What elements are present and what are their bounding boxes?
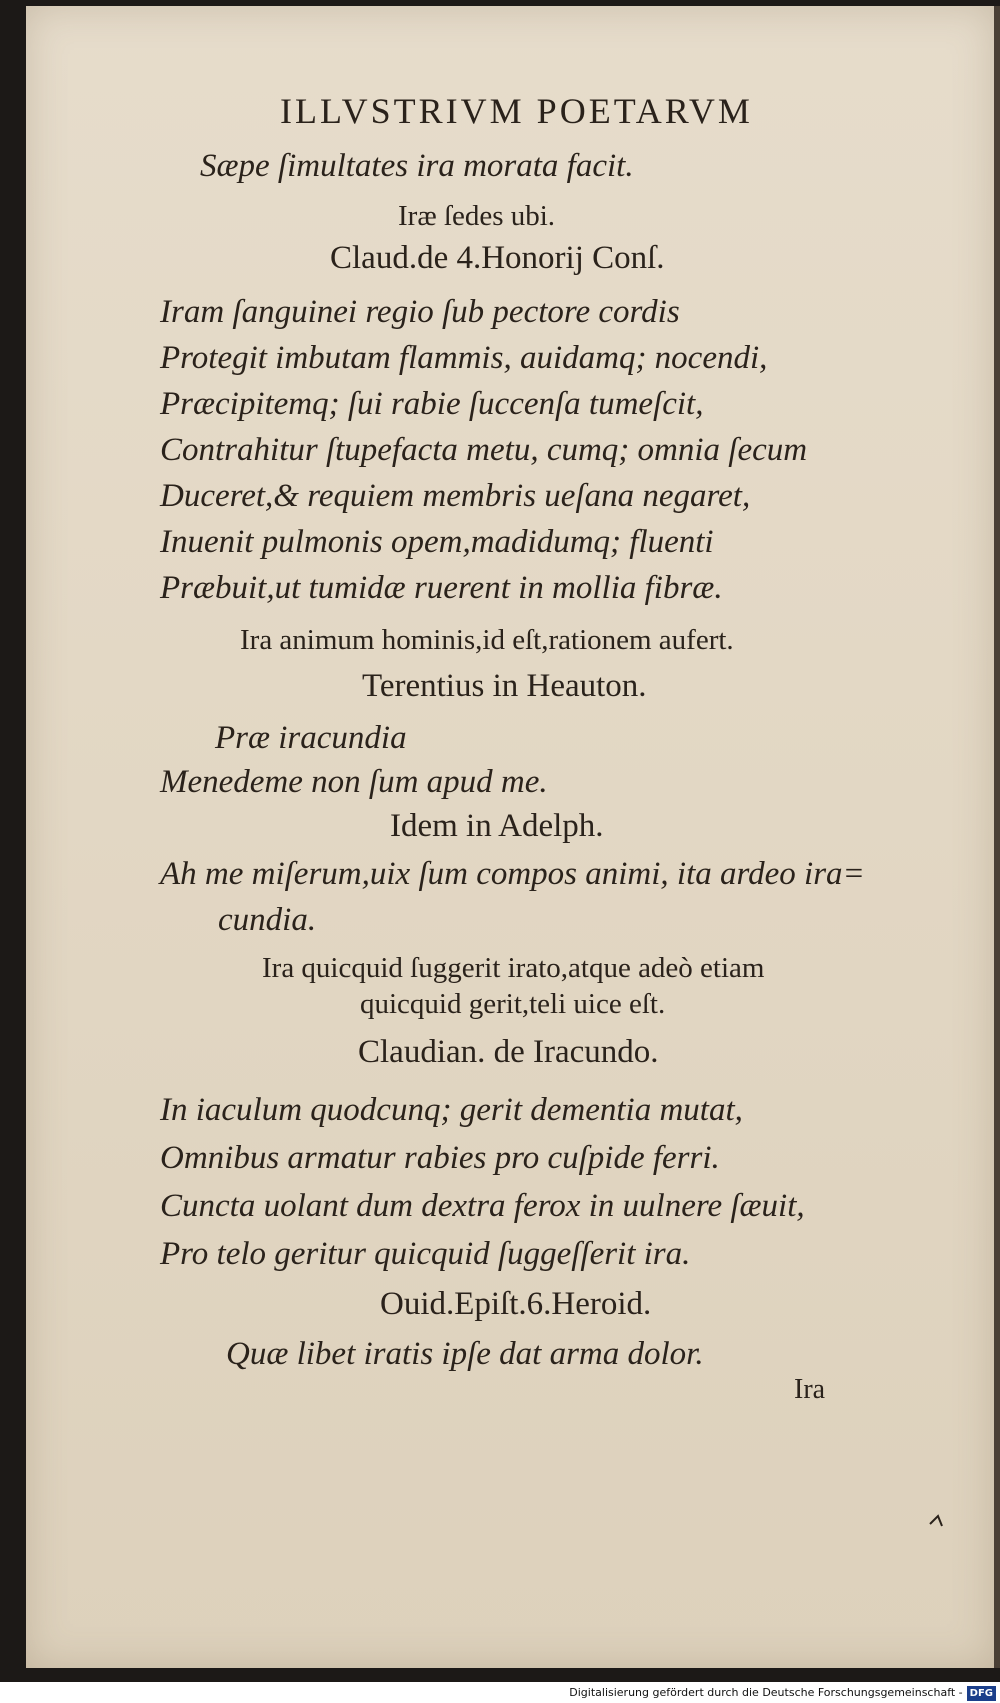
verse-line: Omnibus armatur rabies pro cuſpide ferri. xyxy=(160,1140,720,1176)
source-heading: Claudian. de Iracundo. xyxy=(358,1034,659,1070)
footer-text: Digitalisierung gefördert durch die Deutsche Forschungsgemeinschaft - xyxy=(569,1686,963,1699)
digitization-footer xyxy=(0,1682,1000,1703)
verse-line: Protegit imbutam flammis, auidamq; nocendi, xyxy=(160,340,768,376)
verse-line: Pro telo geritur quicquid ſuggeſſerit ira. xyxy=(160,1236,691,1272)
source-heading: Ouid.Epiſt.6.Heroid. xyxy=(380,1286,652,1322)
verse-line: In iaculum quodcunq; gerit dementia mutat, xyxy=(160,1092,743,1128)
verse-line: cundia. xyxy=(218,902,317,938)
verse-line: Duceret,& requiem membris ueſana negaret, xyxy=(160,478,751,514)
verse-line: Cuncta uolant dum dextra ferox in uulnere ſæuit, xyxy=(160,1188,805,1224)
verse-line: Quæ libet iratis ipſe dat arma dolor. xyxy=(226,1336,704,1372)
verse-line: Iram ſanguinei regio ſub pectore cordis xyxy=(160,294,680,330)
rubric-line: Ira quicquid ſuggerit irato,atque adeò etiam xyxy=(262,952,765,984)
catchword: Ira xyxy=(794,1374,826,1405)
source-heading: Claud.de 4.Honorij Conſ. xyxy=(330,240,665,276)
verse-line: Præbuit,ut tumidæ ruerent in mollia fibræ. xyxy=(160,570,723,606)
source-heading: Idem in Adelph. xyxy=(390,808,604,844)
verse-line: Præcipitemq; ſui rabie ſuccenſa tumeſcit, xyxy=(160,386,704,422)
source-heading: Terentius in Heauton. xyxy=(362,668,647,704)
verse-line: Menedeme non ſum apud me. xyxy=(160,764,548,800)
rubric-line: quicquid gerit,teli uice eſt. xyxy=(360,988,666,1020)
verse-line: Sæpe ſimultates ira morata facit. xyxy=(200,148,634,184)
page-edge xyxy=(994,6,1000,1668)
verse-line: Contrahitur ſtupefacta metu, cumq; omnia ſecum xyxy=(160,432,808,468)
rubric-line: Ira animum hominis,id eſt,rationem aufert. xyxy=(240,624,734,656)
running-head: ILLVSTRIVM POETARVM xyxy=(280,91,753,131)
dfg-logo: DFG xyxy=(967,1686,996,1701)
verse-line: Ah me miſerum,uix ſum compos animi, ita ardeo ira= xyxy=(160,856,865,892)
rubric-line: Iræ ſedes ubi. xyxy=(398,200,556,232)
verse-line: Præ iracundia xyxy=(215,720,407,756)
verse-line: Inuenit pulmonis opem,madidumq; fluenti xyxy=(160,524,714,560)
ink-mark xyxy=(928,1512,950,1532)
